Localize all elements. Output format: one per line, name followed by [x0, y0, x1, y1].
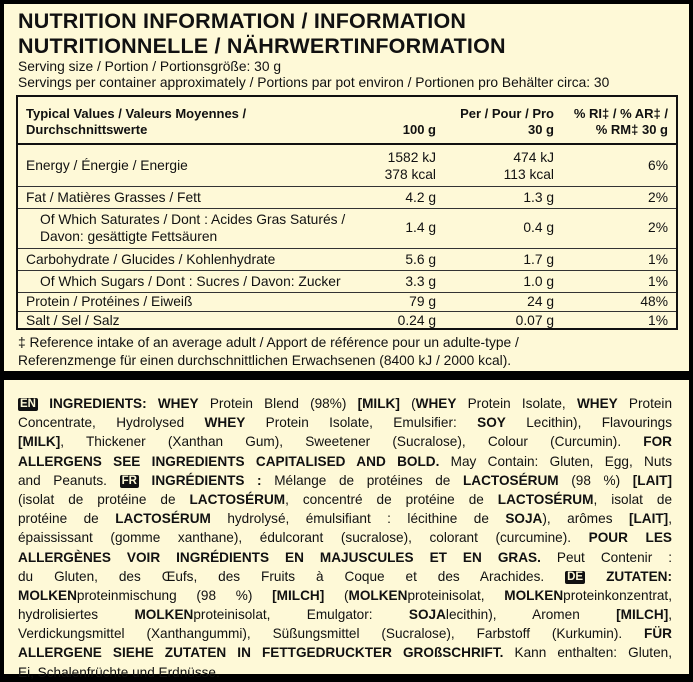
header-divider	[18, 143, 676, 145]
header-ri-line1: % RI‡ / % AR‡ /	[573, 106, 668, 121]
row-energy-per100-kcal: 378 kcal	[384, 167, 436, 182]
row-carbohydrate-per30: 1.7 g	[523, 252, 554, 267]
header-ri-line2: % RM‡ 30 g	[595, 122, 668, 137]
row-protein-per100: 79 g	[409, 294, 436, 309]
row-protein-per30: 24 g	[527, 294, 554, 309]
row-sugars-ri: 1%	[648, 274, 668, 289]
row-saturates-label-line1: Of Which Saturates / Dont : Acides Gras Saturés /	[40, 212, 346, 227]
row-sugars-per30: 1.0 g	[523, 274, 554, 289]
ingredients-line: Concentrate, Hydrolysed WHEY Protein Isolate, Emulsifier: SOY Lecithin), Flavourings	[18, 415, 672, 431]
lang-badge-en: EN	[20, 398, 36, 410]
row-energy-per30-kj: 474 kJ	[513, 150, 554, 165]
ingredients-panel	[4, 380, 689, 680]
ingredients-line: and Peanuts. FR INGRÉDIENTS : Mélange de protéines de LACTOSÉRUM (98 %) [LAIT]	[18, 472, 673, 488]
nutrition-panel	[4, 4, 689, 371]
row-saturates-per30: 0.4 g	[523, 220, 554, 235]
row-carbohydrate-per100: 5.6 g	[405, 252, 436, 267]
row-protein-label: Protein / Protéines / Eiweiß	[26, 294, 193, 309]
row-fat-label: Fat / Matières Grasses / Fett	[26, 190, 201, 205]
row-divider	[18, 270, 676, 271]
lang-badge-de: DE	[567, 570, 584, 583]
row-saturates-label-line2: Davon: gesättigte Fettsäuren	[40, 229, 218, 244]
ingredients-line: MOLKENproteinmischung (98 %) [MILCH] (MOLKENproteinisolat, MOLKENproteinkonzentrat,	[18, 587, 672, 603]
row-energy-ri: 6%	[648, 158, 668, 173]
ingredients-line: hydrolisiertes MOLKENproteinisolat, Emulgator: SOJAlecithin), Aromen [MILCH],	[18, 607, 672, 623]
row-sugars-per100: 3.3 g	[405, 274, 436, 289]
ingredients-text	[18, 394, 672, 682]
ingredients-line: protéine de LACTOSÉRUM hydrolysé, émulsifiant : lécithine de SOJA), arômes [LAIT],	[18, 511, 672, 527]
row-divider	[18, 208, 676, 209]
row-salt-ri: 1%	[648, 313, 668, 328]
header-durchschnittswerte: Durchschnittswerte	[26, 122, 148, 137]
ingredients-line: (isolat de protéine de LACTOSÉRUM, concentré de protéine de LACTOSÉRUM, isolat de	[18, 491, 673, 507]
footnote-line1: ‡ Reference intake of an average adult / Apport de référence pour un adulte-type /	[18, 335, 519, 350]
row-salt-per30: 0.07 g	[515, 313, 554, 328]
ingredients-line: Verdickungsmittel (Xanthangummi), Süßungsmittel (Sucralose), Farbstoff (Kurkumin). FÜR	[18, 626, 672, 642]
row-divider	[18, 186, 676, 187]
header-30g: 30 g	[527, 122, 554, 137]
ingredients-line: ALLERGENS SEE INGREDIENTS CAPITALISED AND BOLD. May Contain: Gluten, Egg, Nuts	[18, 453, 672, 469]
row-carbohydrate-ri: 1%	[648, 252, 668, 267]
row-carbohydrate-label: Carbohydrate / Glucides / Kohlenhydrate	[26, 252, 276, 267]
serving-size: Serving size / Portion / Portionsgröße: 30 g	[18, 59, 282, 74]
ingredients-line: épaississant (gomme xanthane), édulcorant (sucralose), colorant (curcumine). POUR LES	[18, 530, 672, 546]
ingredients-line: EN INGREDIENTS: WHEY Protein Blend (98%) [MILK] (WHEY Protein Isolate, WHEY Protein	[20, 396, 673, 411]
row-protein-ri: 48%	[640, 294, 668, 309]
header-typical-values: Typical Values / Valeurs Moyennes /	[26, 106, 247, 121]
header-100g: 100 g	[402, 122, 436, 137]
nutrition-title-line1: NUTRITION INFORMATION / INFORMATION	[18, 9, 467, 33]
row-divider	[18, 248, 676, 249]
footnote-line2: Referenzmenge für einen durchschnittlichen Erwachsenen (8400 kJ / 2000 kcal).	[18, 352, 512, 368]
header-per: Per / Pour / Pro	[460, 106, 554, 121]
row-fat-ri: 2%	[648, 190, 668, 205]
row-energy-label: Energy / Énergie / Energie	[26, 158, 188, 173]
ingredients-line: ALLERGÈNES VOIR INGRÉDIENTS EN MAJUSCULES ET EN GRAS. Peut Contenir :	[18, 549, 672, 565]
nutrition-title-line2: NUTRITIONNELLE / NÄHRWERTINFORMATION	[18, 34, 506, 58]
ingredients-line: ALLERGENE SIEHE ZUTATEN IN FETTGEDRUCKTER GROßSCHRIFT. Kann enthalten: Gluten,	[18, 645, 672, 661]
ingredients-line: Ei, Schalenfrüchte und Erdnüsse.	[18, 664, 220, 680]
row-saturates-ri: 2%	[648, 220, 668, 235]
row-energy-per100-kj: 1582 kJ	[387, 150, 436, 165]
row-fat-per30: 1.3 g	[523, 190, 554, 205]
row-saturates-per100: 1.4 g	[405, 220, 436, 235]
ingredients-line: du Gluten, des Œufs, des Fruits à Coque et des Arachides. DE ZUTATEN:	[18, 568, 673, 584]
lang-badge-fr: FR	[121, 474, 137, 487]
ingredients-line: [MILK], Thickener (Xanthan Gum), Sweetener (Sucralose), Colour (Curcumin). FOR	[18, 434, 672, 450]
reference-intake-footnote	[18, 334, 519, 369]
servings-per-container: Servings per container approximately / Portions par pot environ / Portionen pro Behälter circa: 30	[18, 75, 610, 90]
row-sugars-label: Of Which Sugars / Dont : Sucres / Davon: Zucker	[40, 274, 341, 289]
row-fat-per100: 4.2 g	[405, 190, 436, 205]
row-salt-label: Salt / Sel / Salz	[26, 313, 120, 328]
row-energy-per30-kcal: 113 kcal	[503, 167, 554, 182]
nutrition-table	[16, 95, 678, 330]
row-salt-per100: 0.24 g	[397, 313, 436, 328]
